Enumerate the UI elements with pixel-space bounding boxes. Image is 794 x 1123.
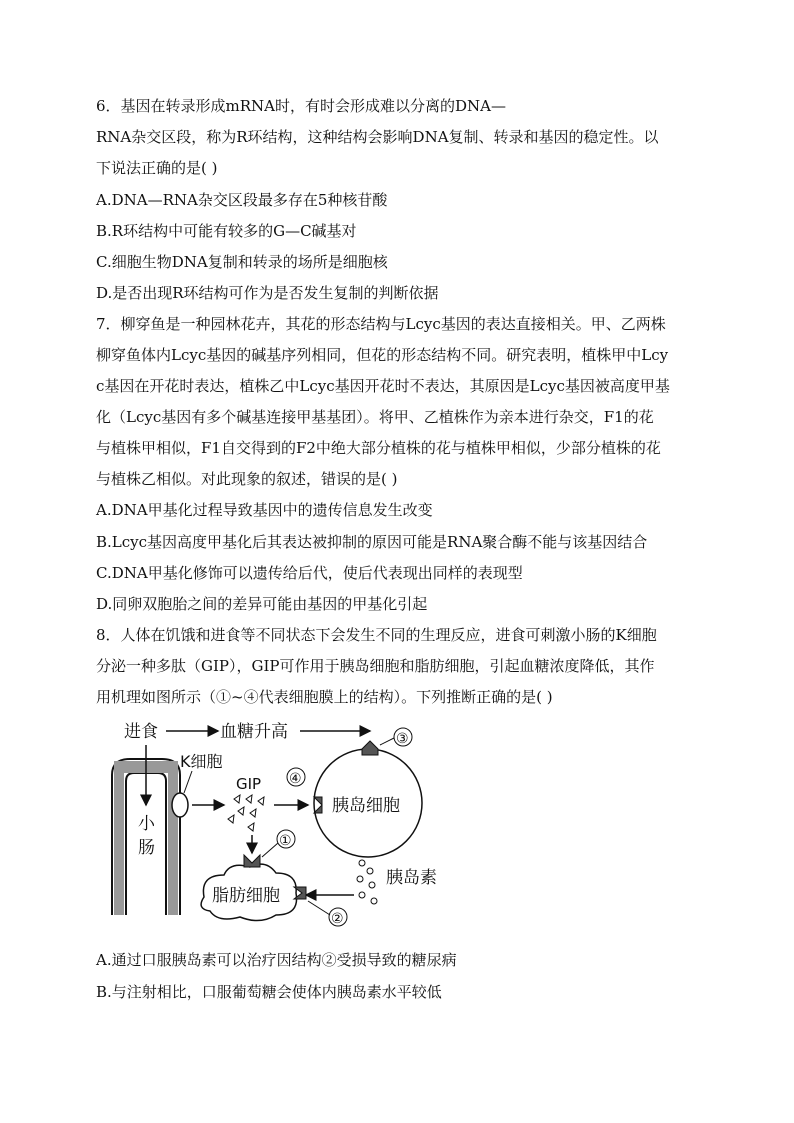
label-r3: ③ (396, 731, 409, 747)
insulin-granules (357, 860, 377, 904)
q6-option-c: C.细胞生物DNA复制和转录的场所是细胞核 (96, 253, 388, 271)
q6-option-b: B.R环结构中可能有较多的G—C碱基对 (96, 222, 357, 240)
receptor-1 (244, 855, 260, 867)
receptor-3 (362, 741, 378, 755)
q6-stem-line-1: 6．基因在转录形成mRNA时，有时会形成难以分离的DNA— (96, 97, 507, 115)
q6-option-d: D.是否出现R环结构可作为是否发生复制的判断依据 (96, 284, 439, 302)
q6-stem-line-3: 下说法正确的是( ) (96, 159, 218, 177)
label-r1: ① (279, 833, 292, 849)
label-insulin: 胰岛素 (386, 868, 437, 888)
q8-option-b: B.与注射相比，口服葡萄糖会使体内胰岛素水平较低 (96, 983, 442, 1001)
receptor-2-pointer (308, 901, 330, 915)
label-islet-cell: 胰岛细胞 (332, 796, 400, 816)
intestine-wall-left (114, 761, 124, 915)
label-fat-cell: 脂肪细胞 (212, 886, 280, 906)
q7-stem-line-2: 柳穿鱼体内Lcyc基因的碱基序列相同，但花的形态结构不同。研究表明，植株甲中Lcy (96, 346, 669, 364)
q6-option-a: A.DNA—RNA杂交区段最多存在5种核苷酸 (96, 191, 388, 209)
receptor-1-pointer (262, 843, 278, 857)
q7-option-b: B.Lcyc基因高度甲基化后其表达被抑制的原因可能是RNA聚合酶不能与该基因结合 (96, 533, 648, 551)
k-cell-pointer (184, 771, 192, 793)
gip-molecules (228, 795, 264, 831)
q8-stem-line-2: 分泌一种多肽（GIP），GIP可作用于胰岛细胞和脂肪细胞，引起血糖浓度降低，其作 (96, 657, 655, 675)
label-r4: ④ (289, 771, 302, 787)
label-intestine-2: 肠 (138, 838, 155, 858)
gip-mechanism-diagram (100, 715, 460, 935)
q7-option-c: C.DNA甲基化修饰可以遗传给后代，使后代表现出同样的表现型 (96, 564, 523, 582)
q8-stem-line-3: 用机理如图所示（①~④代表细胞膜上的结构）。下列推断正确的是( ) (96, 688, 553, 706)
q7-stem-line-5: 与植株甲相似，F1自交得到的F2中绝大部分植株的花与植株甲相似，少部分植株的花 (96, 439, 661, 457)
q7-stem-line-4: 化（Lcyc基因有多个碱基连接甲基基团）。将甲、乙植株作为亲本进行杂交，F1的花 (96, 408, 654, 426)
q7-option-a: A.DNA甲基化过程导致基因中的遗传信息发生改变 (96, 501, 433, 519)
label-eat: 进食 (124, 722, 158, 742)
label-r2: ② (331, 911, 344, 927)
k-cell (172, 793, 188, 817)
q7-stem-line-6: 与植株乙相似。对此现象的叙述，错误的是( ) (96, 470, 398, 488)
label-gip: GIP (236, 775, 262, 793)
label-blood-sugar: 血糖升高 (220, 722, 288, 742)
label-k-cell: K细胞 (180, 752, 223, 771)
q6-stem-line-2: RNA杂交区段，称为R环结构，这种结构会影响DNA复制、转录和基因的稳定性。以 (96, 128, 659, 146)
q7-stem-line-3: c基因在开花时表达，植株乙中Lcyc基因开花时不表达，其原因是Lcyc基因被高度甲基 (96, 377, 670, 395)
label-intestine-1: 小 (138, 814, 155, 834)
q7-stem-line-1: 7．柳穿鱼是一种园林花卉，其花的形态结构与Lcyc基因的表达直接相关。甲、乙两株 (96, 315, 666, 333)
q8-stem-line-1: 8．人体在饥饿和进食等不同状态下会发生不同的生理反应，进食可刺激小肠的K细胞 (96, 626, 657, 644)
q8-option-a: A.通过口服胰岛素可以治疗因结构②受损导致的糖尿病 (96, 951, 457, 969)
intestine-wall-right (168, 761, 178, 915)
q7-option-d: D.同卵双胞胎之间的差异可能由基因的甲基化引起 (96, 595, 428, 613)
